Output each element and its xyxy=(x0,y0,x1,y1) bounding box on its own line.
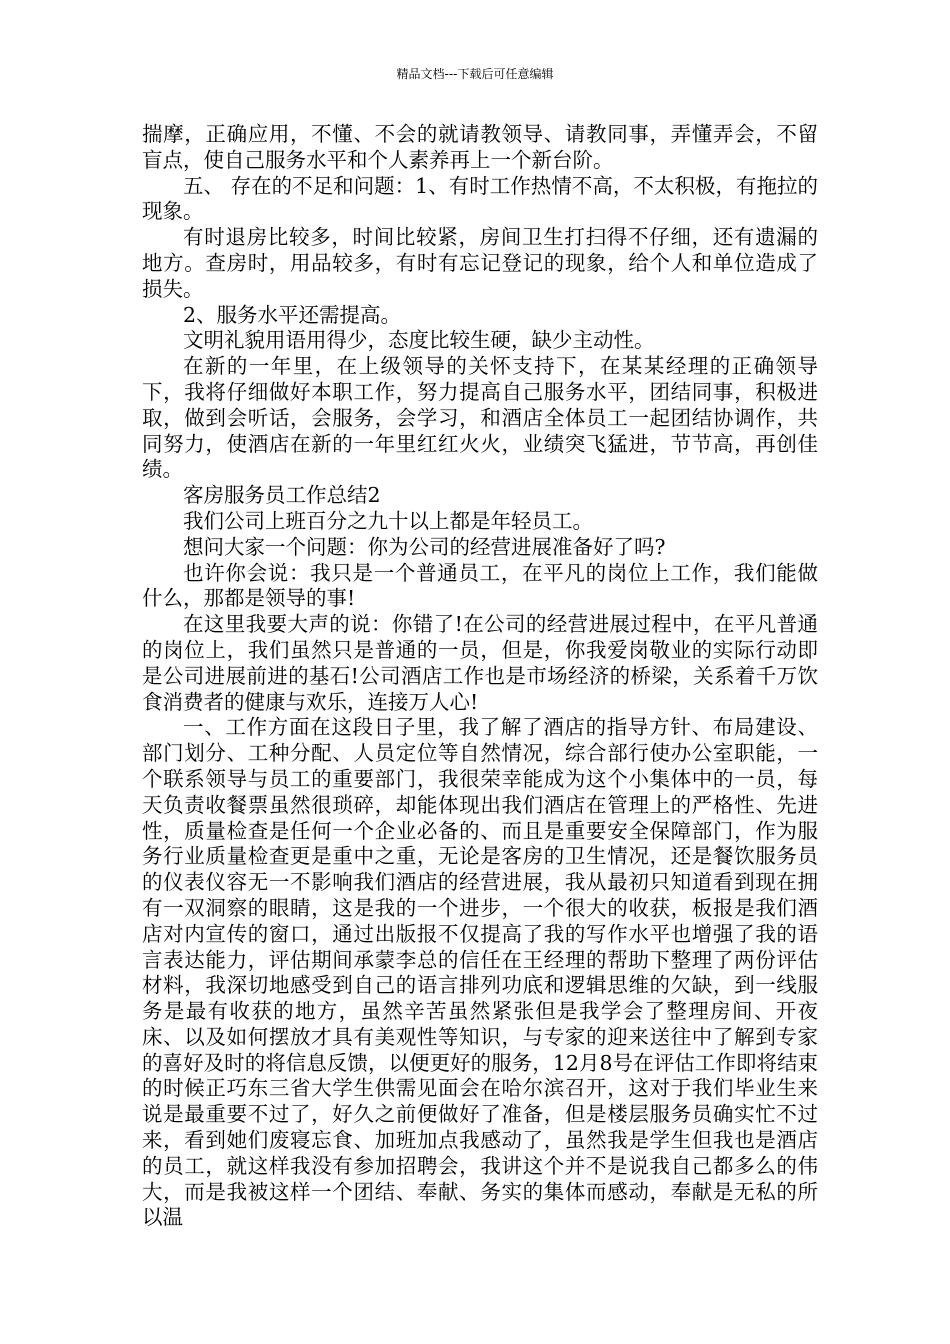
paragraph: 2、服务水平还需提高。 xyxy=(183,302,402,327)
paragraph: 想问大家一个问题：你为公司的经营进展准备好了吗? xyxy=(183,534,666,559)
paragraph: 我们公司上班百分之九十以上都是年轻员工。 xyxy=(183,508,593,533)
paragraph: 有时退房比较多，时间比较紧，房间卫生打扫得不仔细，还有遗漏的地方。查房时，用品较多，有时有忘记登记的现象，给个人和单位造成了损失。 xyxy=(142,225,818,301)
paragraph: 一、工作方面在这段日子里，我了解了酒店的指导方针、布局建设、部门划分、工种分配、人员定位等自然情况，综合部行使办公室职能，一个联系领导与员工的重要部门，我很荣幸能成为这个小集体中的一员，每天负责收餐票虽然很琐碎，却能体现出我们酒店在管理上的严格性、先进性，质量检查是任何一个企业必备的、而且是重要安全保障部门，作为服务行业质量检查更是重中之重，无论是客房的卫生情况，还是餐饮服务员的仪表仪容无一不影响我们酒店的经营进展，我从最初只知道看到现在拥有一双洞察的眼睛，这是我的一个进步，一个很大的收获，板报是我们酒店对内宣传的窗口，通过出版报不仅提高了我的写作水平也增强了我的语言表达能力，评估期间承蒙李总的信任在王经理的帮助下整理了两份评估材料，我深切地感受到自己的语言排列功底和逻辑思维的欠缺，到一线服务是最有收获的地方，虽然辛苦虽然紧张但是我学会了整理房间、开夜床、以及如何摆放才具有美观性等知识，与专家的迎来送往中了解到专家的喜好及时的将信息反馈，以便更好的服务，12月8号在评估工作即将结束的时候正巧东三省大学生供需见面会在哈尔滨召开，这对于我们毕业生来说是最重要不过了，好久之前便做好了准备，但是楼层服务员确实忙不过来，看到她们废寝忘食、加班加点我感动了，虽然我是学生但我也是酒店的员工，就这样我没有参加招聘会，我讲这个并不是说我自己都多么的伟大，而是我被这样一个团结、奉献、务实的集体而感动，奉献是无私的所以温 xyxy=(142,715,818,1230)
paragraph: 揣摩，正确应用，不懂、不会的就请教领导、请教同事，弄懂弄会，不留盲点，使自己服务水平和个人素养再上一个新台阶。 xyxy=(142,122,818,172)
paragraph: 五、 存在的不足和问题：1、有时工作热情不高，不太积极，有拖拉的现象。 xyxy=(142,173,818,224)
paragraph: 在新的一年里，在上级领导的关怀支持下，在某某经理的正确领导下，我将仔细做好本职工作，努力提高自己服务水平，团结同事，积极进取，做到会听话，会服务，会学习，和酒店全体员工一起团结协调作，共同努力，使酒店在新的一年里红红火火，业绩突飞猛进，节节高，再创佳绩。 xyxy=(142,354,818,482)
section-title: 客房服务员工作总结2 xyxy=(183,483,381,508)
paragraph: 在这里我要大声的说：你错了!在公司的经营进展过程中，在平凡普通的岗位上，我们虽然只是普通的一员，但是，你我爱岗敬业的实际行动即是公司进展前进的基石!公司酒店工作也是市场经济的桥梁，关系着千万饮食消费者的健康与欢乐，连接万人心! xyxy=(142,612,818,714)
page-header: 精品文档---下载后可任意编辑 xyxy=(396,67,554,81)
paragraph: 文明礼貌用语用得少，态度比较生硬，缺少主动性。 xyxy=(183,328,655,353)
document-body xyxy=(142,122,818,1231)
paragraph: 也许你会说：我只是一个普通员工，在平凡的岗位上工作，我们能做什么，那都是领导的事! xyxy=(142,560,818,611)
